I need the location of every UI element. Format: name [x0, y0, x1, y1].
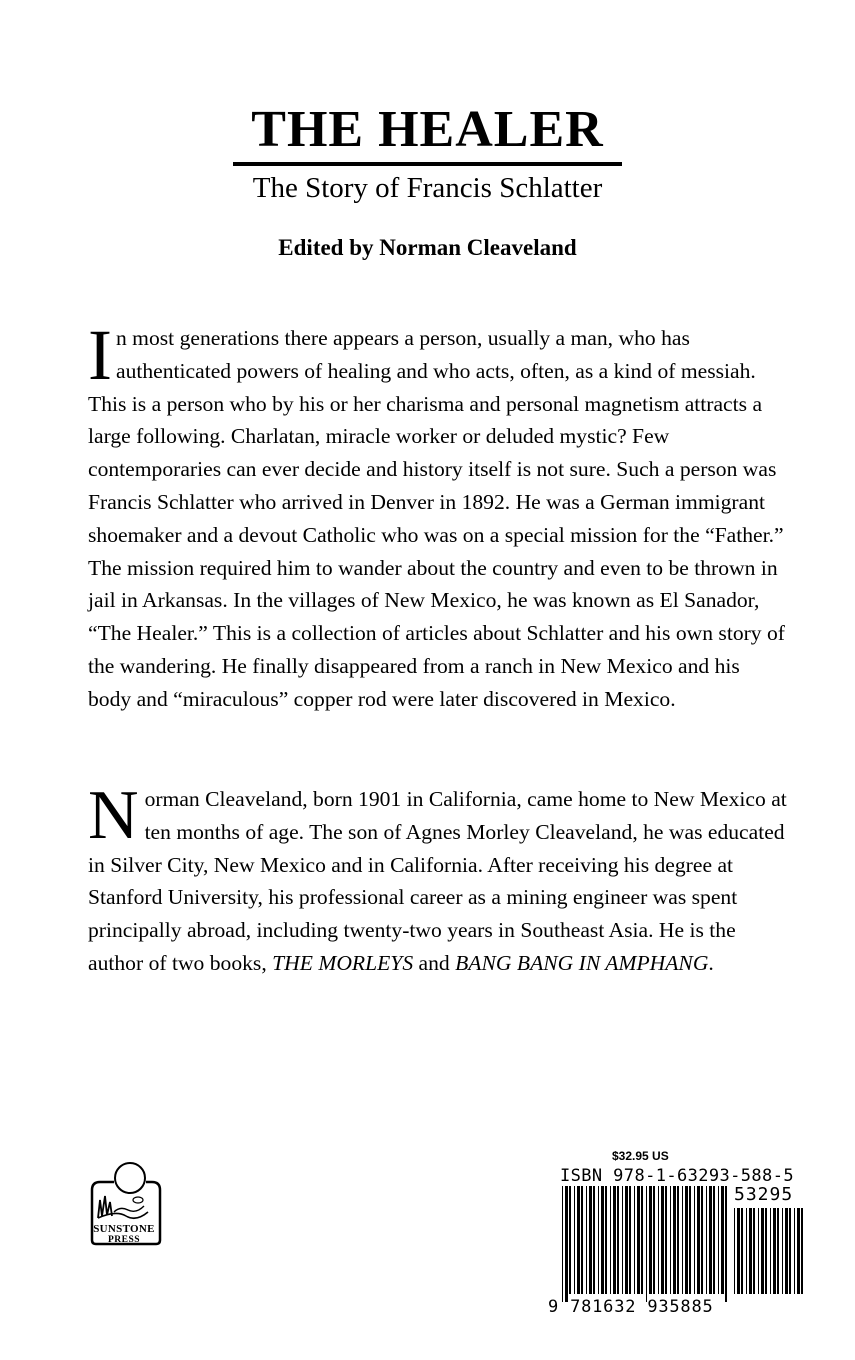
publisher-name: [86, 1224, 162, 1246]
barcode-bar: [701, 1186, 703, 1294]
barcode-bar: [706, 1186, 707, 1294]
barcode-bar: [637, 1186, 640, 1294]
barcode-bar: [685, 1186, 688, 1294]
barcode-bar: [718, 1186, 719, 1294]
barcode-bar: [770, 1208, 771, 1294]
book-title-bang-bang: BANG BANG IN AMPHANG: [455, 950, 709, 975]
barcode-bar: [746, 1208, 747, 1294]
price-label: $32.95 US: [612, 1149, 669, 1163]
addon-bars: [734, 1208, 803, 1294]
barcode-bar: [794, 1208, 795, 1294]
barcode-bar: [682, 1186, 683, 1294]
drop-cap-i: I: [88, 315, 112, 395]
barcode-bar: [753, 1208, 755, 1294]
barcode-bar: [646, 1186, 647, 1302]
isbn-barcode: [560, 1186, 810, 1306]
barcode-bar: [677, 1186, 679, 1294]
barcode-bar: [565, 1186, 568, 1302]
barcode-bar: [589, 1186, 592, 1294]
sun-icon: [115, 1163, 145, 1193]
barcode-bar: [613, 1186, 616, 1294]
description-paragraph: [88, 315, 788, 716]
barcode-bar: [797, 1208, 800, 1294]
author-bio-paragraph: [88, 777, 788, 980]
barcode-bar: [725, 1186, 727, 1302]
barcode-bar: [653, 1186, 655, 1294]
barcode-bar: [577, 1186, 580, 1294]
barcode-bar: [629, 1186, 631, 1294]
barcode-bar: [562, 1186, 563, 1302]
publisher-name-line1: SUNSTONE: [93, 1223, 155, 1235]
barcode-bar: [782, 1208, 783, 1294]
addon-code: 53295: [734, 1184, 794, 1205]
barcode-bar: [641, 1186, 643, 1294]
barcode-bar: [622, 1186, 623, 1294]
title-block: [0, 100, 855, 166]
barcode-bar: [673, 1186, 676, 1294]
ean-bars: [562, 1186, 727, 1302]
barcode-bar: [586, 1186, 587, 1294]
barcode-bar: [634, 1186, 635, 1294]
barcode-bar: [649, 1186, 652, 1294]
barcode-bar: [593, 1186, 595, 1294]
isbn-label: ISBN 978-1-63293-588-5: [560, 1166, 794, 1186]
bio-period: .: [708, 950, 714, 975]
barcode-bar: [569, 1186, 571, 1294]
barcode-bar: [625, 1186, 628, 1294]
book-subtitle: The Story of Francis Schlatter: [252, 172, 603, 204]
drop-cap-n: N: [88, 777, 139, 854]
barcode-bar: [689, 1186, 691, 1294]
barcode-bar: [694, 1186, 695, 1294]
and-connector: and: [413, 950, 456, 975]
barcode-bar: [801, 1208, 803, 1294]
barcode-bar: [713, 1186, 715, 1294]
barcode-bar: [670, 1186, 671, 1294]
barcode-bar: [658, 1186, 659, 1294]
author-bio-text: orman Cleaveland, born 1901 in California, came home to New Mexico at ten months of age. The son of Agnes Morley Cleaveland, he was educated in Silver City, New Mexico and in California. After receiving his degree at Stanford University, his professional career as a mining engineer was spent principally abroad, including twenty-two years in Southeast Asia. He is the author of two books,: [88, 787, 787, 975]
barcode-bar: [758, 1208, 759, 1294]
barcode-bar: [789, 1208, 791, 1294]
description-text: n most generations there appears a person, usually a man, who has authenticated powers of healing and who acts, often, as a kind of messiah. This is a person who by his or her charisma and personal magnetism attracts a large following. Charlatan, miracle worker or deluded mystic? Few contemporaries can ever decide and history itself is not sure. Such a person was Francis Schlatter who arrived in Denver in 1892. He was a German immigrant shoemaker and a devout Catholic who was on a special mission for the “Father.” The mission required him to wander about the country and even to be thrown in jail in Arkansas. In the villages of New Mexico, he was known as El Sanador, “The Healer.” This is a collection of articles about Schlatter and his own story of the wandering. He finally disappeared from a ranch in New Mexico and his body and “miraculous” copper rod were later discovered in Mexico.: [88, 326, 785, 711]
book-title-morleys: THE MORLEYS: [272, 950, 414, 975]
ean-number: 9 781632 935885: [548, 1297, 714, 1317]
barcode-bar: [598, 1186, 599, 1294]
barcode-bar: [749, 1208, 752, 1294]
barcode-bar: [601, 1186, 604, 1294]
barcode-bar: [665, 1186, 667, 1294]
barcode-bar: [661, 1186, 664, 1294]
publisher-name-line2: PRESS: [107, 1235, 141, 1245]
barcode-bar: [737, 1208, 740, 1294]
barcode-bar: [605, 1186, 607, 1294]
barcode-bar: [709, 1186, 712, 1294]
barcode-bar: [697, 1186, 700, 1294]
barcode-bar: [765, 1208, 767, 1294]
barcode-bar: [617, 1186, 619, 1294]
barcode-bar: [777, 1208, 779, 1294]
barcode-bar: [581, 1186, 583, 1294]
barcode-bar: [574, 1186, 575, 1294]
book-title: THE HEALER: [233, 100, 621, 166]
barcode-bar: [721, 1186, 724, 1294]
barcode-bar: [610, 1186, 611, 1294]
barcode-bar: [734, 1208, 735, 1294]
barcode-bar: [785, 1208, 788, 1294]
editor-credit: Edited by Norman Cleaveland: [278, 235, 577, 260]
barcode-bar: [773, 1208, 776, 1294]
barcode-bar: [761, 1208, 764, 1294]
barcode-bar: [741, 1208, 743, 1294]
